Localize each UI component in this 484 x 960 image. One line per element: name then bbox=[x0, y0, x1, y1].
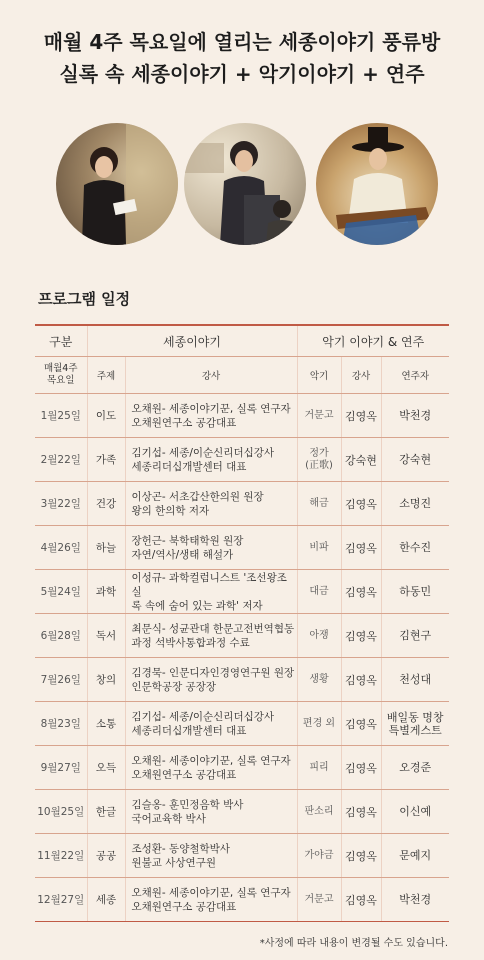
cell-topic: 독서 bbox=[87, 614, 125, 658]
header-akgi: 악기 이야기 & 연주 bbox=[297, 325, 449, 357]
cell-lecturer2: 김영옥 bbox=[341, 394, 381, 438]
header-lecture: 강사 bbox=[125, 357, 297, 394]
table-row bbox=[35, 614, 449, 658]
cell-lecturer: 장헌근- 북학태학원 원장 자연/역사/생태 해설가 bbox=[125, 526, 297, 570]
cell-instrument: 대금 bbox=[297, 570, 341, 614]
cell-lecturer2: 김영옥 bbox=[341, 526, 381, 570]
cell-date: 4월26일 bbox=[35, 526, 87, 570]
cell-date: 5월24일 bbox=[35, 570, 87, 614]
table-row bbox=[35, 438, 449, 482]
cell-date: 9월27일 bbox=[35, 746, 87, 790]
cell-date: 2월22일 bbox=[35, 438, 87, 482]
header-sejong: 세종이야기 bbox=[87, 325, 297, 357]
table-row bbox=[35, 482, 449, 526]
cell-topic: 세종 bbox=[87, 878, 125, 922]
cell-instrument: 피리 bbox=[297, 746, 341, 790]
cell-performer: 하동민 bbox=[381, 570, 449, 614]
cell-topic: 소통 bbox=[87, 702, 125, 746]
cell-topic: 이도 bbox=[87, 394, 125, 438]
cell-date: 8월23일 bbox=[35, 702, 87, 746]
cell-performer: 문예지 bbox=[381, 834, 449, 878]
cell-lecturer: 최문식- 성균관대 한문고전번역협동 과정 석박사통합과정 수료 bbox=[125, 614, 297, 658]
table-row bbox=[35, 394, 449, 438]
cell-lecturer2: 김영옥 bbox=[341, 834, 381, 878]
cell-date: 11월22일 bbox=[35, 834, 87, 878]
cell-lecturer2: 김영옥 bbox=[341, 658, 381, 702]
cell-lecturer: 김경묵- 인문디자인경영연구원 원장 인문학공장 공장장 bbox=[125, 658, 297, 702]
cell-topic: 가족 bbox=[87, 438, 125, 482]
cell-lecturer: 오채원- 세종이야기꾼, 실록 연구자 오채원연구소 공감대표 bbox=[125, 878, 297, 922]
header-row-columns bbox=[35, 357, 449, 394]
cell-performer: 이신예 bbox=[381, 790, 449, 834]
table-row bbox=[35, 790, 449, 834]
cell-lecturer2: 김영옥 bbox=[341, 746, 381, 790]
cell-performer: 박천경 bbox=[381, 878, 449, 922]
cell-performer: 오경준 bbox=[381, 746, 449, 790]
lecturer-figure-1 bbox=[56, 123, 178, 245]
table-row bbox=[35, 570, 449, 614]
cell-instrument: 비파 bbox=[297, 526, 341, 570]
cell-instrument: 거문고 bbox=[297, 394, 341, 438]
cell-lecturer2: 김영옥 bbox=[341, 878, 381, 922]
cell-instrument: 판소리 bbox=[297, 790, 341, 834]
cell-instrument: 생황 bbox=[297, 658, 341, 702]
cell-topic: 건강 bbox=[87, 482, 125, 526]
header-gubun: 구분 bbox=[35, 325, 87, 357]
cell-instrument: 거문고 bbox=[297, 878, 341, 922]
table-row bbox=[35, 526, 449, 570]
cell-lecturer2: 김영옥 bbox=[341, 790, 381, 834]
cell-performer: 천성대 bbox=[381, 658, 449, 702]
cell-lecturer2: 강숙현 bbox=[341, 438, 381, 482]
cell-lecturer: 이상곤- 서초갑산한의원 원장 왕의 한의학 저자 bbox=[125, 482, 297, 526]
cell-lecturer: 조성환- 동양철학박사 원불교 사상연구원 bbox=[125, 834, 297, 878]
musician-figure bbox=[316, 123, 438, 245]
cell-performer: 김현구 bbox=[381, 614, 449, 658]
table-row bbox=[35, 834, 449, 878]
cell-instrument: 정가 (正歌) bbox=[297, 438, 341, 482]
lecturer-photo-2 bbox=[184, 123, 306, 245]
cell-lecturer2: 김영옥 bbox=[341, 482, 381, 526]
cell-performer: 한수진 bbox=[381, 526, 449, 570]
header-lecturer2: 강사 bbox=[341, 357, 381, 394]
cell-topic: 창의 bbox=[87, 658, 125, 702]
header-row-groups bbox=[35, 325, 449, 357]
cell-lecturer: 오채원- 세종이야기꾼, 실록 연구자 오채원연구소 공감대표 bbox=[125, 746, 297, 790]
table-row bbox=[35, 702, 449, 746]
cell-performer: 강숙현 bbox=[381, 438, 449, 482]
title-line-2: 실록 속 세종이야기 + 악기이야기 + 연주 bbox=[59, 62, 425, 86]
title-line-1: 매월 4주 목요일에 열리는 세종이야기 풍류방 bbox=[43, 30, 441, 54]
cell-date: 7월26일 bbox=[35, 658, 87, 702]
header-topic: 주제 bbox=[87, 357, 125, 394]
cell-date: 3월22일 bbox=[35, 482, 87, 526]
schedule-table bbox=[35, 324, 449, 922]
header-instrument: 악기 bbox=[297, 357, 341, 394]
cell-lecturer: 오채원- 세종이야기꾼, 실록 연구자 오채원연구소 공감대표 bbox=[125, 394, 297, 438]
header-date: 매월4주 목요일 bbox=[35, 357, 87, 394]
cell-instrument: 편경 외 bbox=[297, 702, 341, 746]
cell-date: 12월27일 bbox=[35, 878, 87, 922]
cell-performer: 배일동 명창 특별게스트 bbox=[381, 702, 449, 746]
cell-lecturer: 김기섭- 세종/이순신리더십강사 세종리더십개발센터 대표 bbox=[125, 438, 297, 482]
table-row bbox=[35, 878, 449, 922]
header-performer: 연주자 bbox=[381, 357, 449, 394]
cell-topic: 공공 bbox=[87, 834, 125, 878]
table-row bbox=[35, 658, 449, 702]
cell-lecturer: 김슬옹- 훈민정음학 박사 국어교육학 박사 bbox=[125, 790, 297, 834]
footnote: *사정에 따라 내용이 변경될 수도 있습니다. bbox=[259, 938, 448, 949]
cell-lecturer2: 김영옥 bbox=[341, 702, 381, 746]
cell-topic: 한글 bbox=[87, 790, 125, 834]
cell-date: 10월25일 bbox=[35, 790, 87, 834]
cell-lecturer: 김기섭- 세종/이순신리더십강사 세종리더십개발센터 대표 bbox=[125, 702, 297, 746]
cell-instrument: 가야금 bbox=[297, 834, 341, 878]
cell-topic: 하늘 bbox=[87, 526, 125, 570]
cell-performer: 소명진 bbox=[381, 482, 449, 526]
cell-instrument: 해금 bbox=[297, 482, 341, 526]
cell-topic: 오득 bbox=[87, 746, 125, 790]
schedule-heading: 프로그램 일정 bbox=[38, 290, 131, 308]
cell-performer: 박천경 bbox=[381, 394, 449, 438]
cell-instrument: 아쟁 bbox=[297, 614, 341, 658]
cell-date: 6월28일 bbox=[35, 614, 87, 658]
table-row bbox=[35, 746, 449, 790]
musician-photo bbox=[316, 123, 438, 245]
cell-lecturer: 이성규- 과학컬럼니스트 '조선왕조실 록 속에 숨어 있는 과학' 저자 bbox=[125, 570, 297, 614]
cell-lecturer2: 김영옥 bbox=[341, 614, 381, 658]
lecturer-photo-1 bbox=[56, 123, 178, 245]
cell-lecturer2: 김영옥 bbox=[341, 570, 381, 614]
cell-topic: 과학 bbox=[87, 570, 125, 614]
cell-date: 1월25일 bbox=[35, 394, 87, 438]
lecturer-figure-2 bbox=[184, 123, 306, 245]
